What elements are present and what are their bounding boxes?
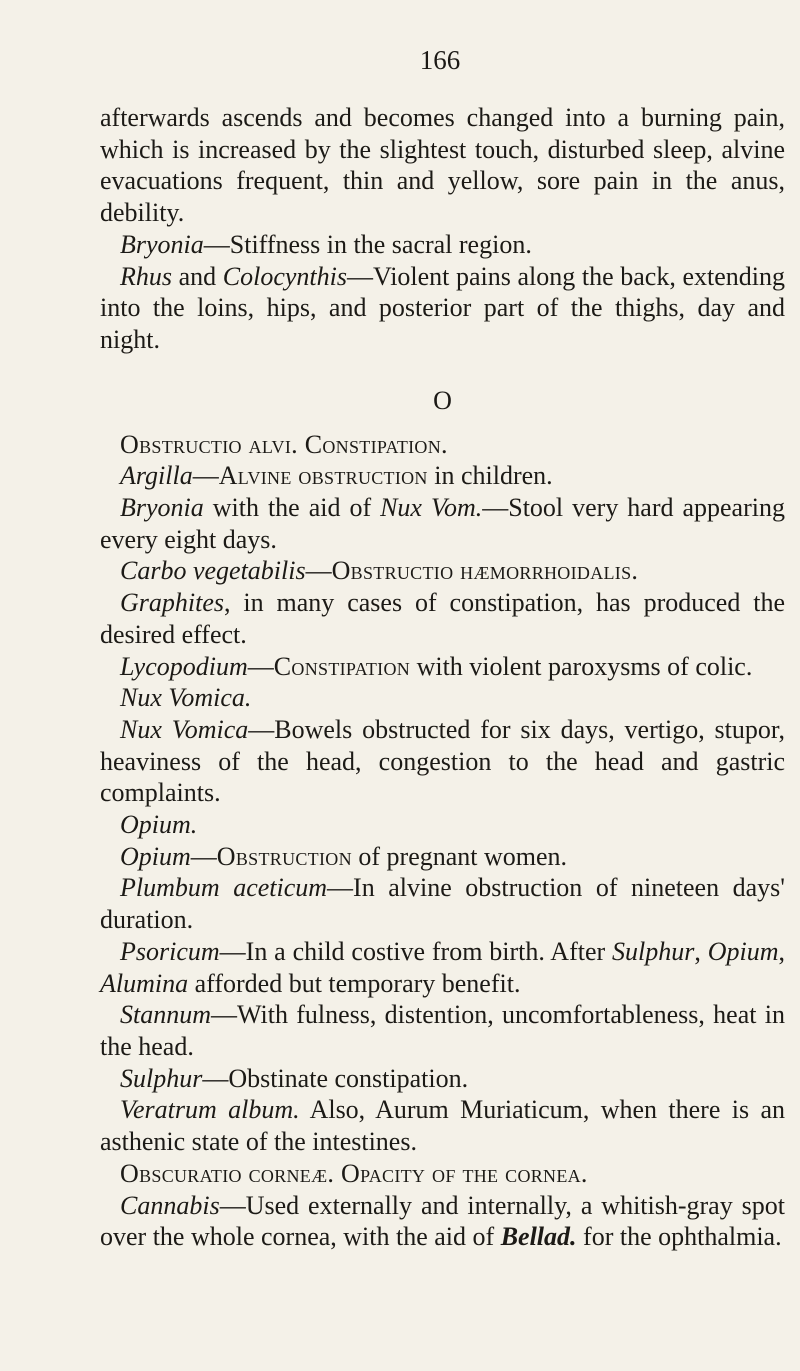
paragraph [100,1094,785,1157]
remedy-name: Sulphur [120,1063,203,1093]
paragraph [100,682,785,714]
paragraph-text: in children. [427,461,553,491]
paragraph-text: , [694,936,708,966]
paragraph [100,102,785,229]
small-caps-heading: Alvine obstruction [218,461,428,491]
paragraph [100,651,785,683]
remedy-name: Carbo vegetabilis [120,556,306,586]
paragraph-text: with violent paroxysms of colic. [410,651,753,681]
paragraph-text: , in many cases of constipation, has produced the desired effect. [100,588,785,649]
paragraph-text: Also, Aurum Muriaticum, when there is an asthenic state of the intestines. [100,1095,785,1157]
paragraph-text: —In alvine obstruction of nineteen days' duration. [100,873,785,935]
page-number: 166 [419,45,461,75]
section-constipation-remedies [100,429,785,1253]
paragraph [100,1063,785,1095]
paragraph [100,1190,785,1253]
remedy-name: Graphites [120,588,224,618]
remedy-name: Alumina [100,968,189,998]
small-caps-heading: Obstructio alvi. Constipation. [120,429,448,459]
paragraph-text: —Violent pains along the back, extending into the loins, hips, and posterior part of the thighs, day and night. [100,261,785,354]
remedy-name: Lycopodium [120,651,248,681]
paragraph-text: — [305,556,332,586]
remedy-name: Rhus [120,261,172,291]
remedy-name: Veratrum album. [120,1095,300,1125]
paragraph-text: — [192,461,219,491]
paragraph [100,841,785,873]
remedy-name: Argilla [120,461,193,491]
remedy-name: Stannum [120,1000,211,1030]
remedy-name: Bellad. [500,1222,577,1252]
paragraph [100,429,785,461]
remedy-name: Opium [707,936,779,966]
paragraph-text: with the aid of [203,493,381,523]
paragraph-text: , [778,936,786,966]
remedy-name: Opium [120,841,191,871]
small-caps-heading: Constipation [273,651,411,681]
paragraph [100,872,785,935]
remedy-name: Opium. [120,810,198,840]
remedy-name: Nux Vom. [380,493,483,523]
paragraph [100,809,785,841]
paragraph [100,587,785,650]
remedy-name: Bryonia [120,493,204,523]
small-caps-heading: Obscuratio corneæ. Opacity of the cornea. [120,1158,588,1188]
section-diarrhoea-remedies [100,102,785,356]
section-separator: O [433,385,452,415]
small-caps-heading: Obstructio hæmorrhoidalis. [331,556,639,586]
paragraph [100,460,785,492]
paragraph-text: and [172,261,223,291]
remedy-name: Plumbum aceticum [120,873,328,903]
paragraph-text: for the ophthalmia. [576,1222,782,1252]
paragraph-text: — [247,651,274,681]
paragraph-text: —Obstinate constipation. [202,1063,469,1093]
paragraph-text: —With fulness, distention, uncomfortableness, heat in the head. [100,1000,785,1061]
small-caps-heading: Obstruction [216,841,352,871]
body-text [100,102,785,1253]
paragraph-text: —Stiffness in the sacral region. [203,229,532,259]
book-page [100,40,785,1253]
paragraph [100,714,785,809]
paragraph [100,936,785,999]
paragraph-text: —Used externally and internally, a whitish-gray spot over the whole cornea, with the aid of [100,1190,785,1252]
remedy-name: Cannabis [120,1190,220,1220]
paragraph [100,492,785,555]
remedy-name: Bryonia [120,229,204,259]
paragraph [100,229,785,261]
paragraph-text: —Bowels obstructed for six days, vertigo, stupor, heaviness of the head, congestion to the head and gastric complaints. [100,714,785,808]
paragraph-text: —In a child costive from birth. After [219,936,613,966]
remedy-name: Nux Vomica. [120,683,252,713]
paragraph-text: afterwards ascends and becomes changed into a burning pain, which is increased by the slightest touch, disturbed sleep, alvine evacuations frequent, thin and yellow, sore pain in the anus, debility. [100,103,785,228]
paragraph-text: — [190,841,217,871]
remedy-name: Psoricum [120,936,220,966]
paragraph [100,261,785,356]
remedy-name: Sulphur [612,936,695,966]
paragraph [100,999,785,1062]
paragraph [100,1158,785,1190]
paragraph-text: of pregnant women. [351,841,568,871]
remedy-name: Nux Vomica [120,714,249,744]
paragraph [100,555,785,587]
remedy-name: Colocynthis [222,261,347,291]
paragraph-text: afforded but temporary benefit. [188,968,521,998]
paragraph-text: —Stool very hard appearing every eight days. [100,493,785,554]
